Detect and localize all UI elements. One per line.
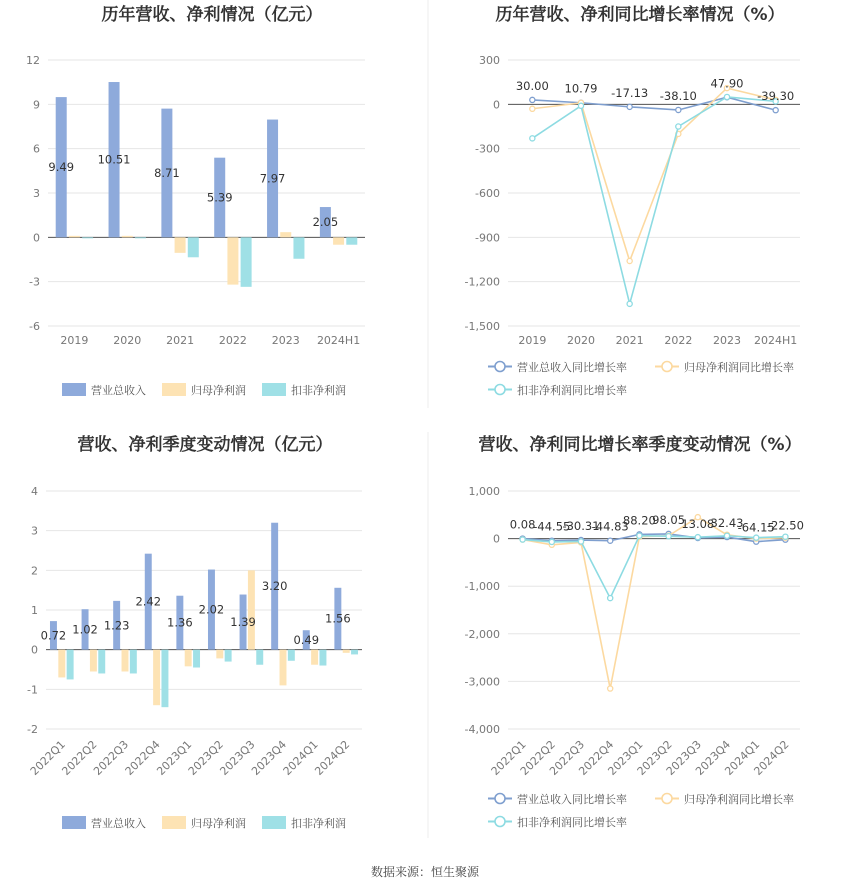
data-label: 2.02 bbox=[198, 602, 225, 617]
x-tick-label: 2022Q4 bbox=[576, 737, 617, 778]
y-tick-label: -2,000 bbox=[464, 627, 500, 641]
x-tick-label: 2024Q2 bbox=[751, 737, 792, 778]
series-point bbox=[549, 539, 554, 544]
x-tick-label: 2023 bbox=[271, 334, 300, 347]
y-tick-label: 1,000 bbox=[468, 485, 500, 498]
series-point bbox=[530, 136, 535, 141]
data-label: -17.13 bbox=[611, 85, 649, 100]
data-label: -44.55 bbox=[533, 519, 571, 534]
legend-label: 营业总收入 bbox=[91, 384, 146, 397]
data-label: 0.49 bbox=[293, 632, 320, 647]
series-point bbox=[724, 533, 729, 538]
x-tick-label: 2022Q4 bbox=[122, 737, 163, 778]
bar bbox=[185, 650, 192, 667]
legend-label: 归母净利润同比增长率 bbox=[684, 361, 794, 374]
y-tick-label: 0 bbox=[493, 98, 500, 112]
chart-title: 历年营收、净利情况（亿元） bbox=[101, 5, 323, 25]
bar bbox=[248, 570, 255, 649]
x-tick-label: 2022Q2 bbox=[517, 737, 558, 778]
x-tick-label: 2019 bbox=[518, 334, 547, 347]
x-tick-label: 2023Q4 bbox=[693, 737, 734, 778]
data-label: 13.08 bbox=[681, 516, 715, 531]
bar bbox=[69, 236, 80, 237]
y-tick-label: 6 bbox=[33, 142, 40, 156]
series-line bbox=[532, 97, 775, 304]
y-tick-label: -3,000 bbox=[464, 675, 500, 689]
bar bbox=[241, 237, 252, 287]
legend-marker bbox=[495, 794, 505, 804]
y-tick-label: 2 bbox=[31, 564, 38, 578]
x-tick-label: 2024Q1 bbox=[280, 737, 321, 778]
series-point bbox=[608, 596, 613, 601]
data-label: 98.05 bbox=[652, 512, 686, 527]
x-tick-label: 2020 bbox=[113, 334, 142, 347]
bar bbox=[98, 650, 105, 674]
y-tick-label: -3 bbox=[29, 275, 40, 289]
data-label: 1.23 bbox=[103, 618, 130, 633]
data-label: 10.79 bbox=[564, 81, 598, 96]
bar bbox=[311, 650, 318, 665]
legend-marker bbox=[662, 794, 672, 804]
series-point bbox=[666, 534, 671, 539]
legend-label: 营业总收入同比增长率 bbox=[517, 793, 627, 806]
data-label: 8.71 bbox=[154, 165, 180, 180]
x-tick-label: 2024Q2 bbox=[312, 737, 353, 778]
legend-label: 归母净利润同比增长率 bbox=[684, 793, 794, 806]
y-tick-label: 9 bbox=[33, 98, 40, 112]
series-point bbox=[783, 534, 788, 539]
series-point bbox=[627, 301, 632, 306]
x-tick-label: 2022 bbox=[218, 334, 247, 347]
bar bbox=[216, 650, 223, 659]
y-tick-label: 12 bbox=[26, 54, 40, 67]
series-point bbox=[695, 535, 700, 540]
data-label: 0.72 bbox=[40, 628, 67, 643]
x-tick-label: 2023Q1 bbox=[605, 737, 646, 778]
chart-title: 营收、净利同比增长率季度变动情况（%） bbox=[478, 435, 802, 455]
chart-3 bbox=[27, 434, 362, 830]
x-tick-label: 2023Q2 bbox=[634, 737, 675, 778]
data-label: 1.39 bbox=[230, 615, 256, 630]
bar bbox=[122, 650, 129, 672]
x-tick-label: 2022Q3 bbox=[91, 737, 132, 778]
data-label: 3.20 bbox=[261, 579, 288, 594]
bar bbox=[288, 650, 295, 661]
data-label: 32.43 bbox=[710, 516, 744, 531]
y-tick-label: 0 bbox=[493, 532, 500, 546]
series-line bbox=[523, 517, 786, 688]
bar bbox=[280, 650, 287, 686]
y-tick-label: 1 bbox=[31, 604, 38, 617]
y-tick-label: 3 bbox=[31, 524, 38, 538]
legend-swatch bbox=[162, 383, 186, 396]
x-tick-label: 2022Q3 bbox=[547, 737, 588, 778]
bar bbox=[82, 237, 93, 238]
series-point bbox=[637, 533, 642, 538]
x-tick-label: 2024H1 bbox=[316, 334, 361, 347]
x-tick-label: 2024Q1 bbox=[722, 737, 763, 778]
x-tick-label: 2022 bbox=[664, 334, 693, 347]
bar bbox=[58, 650, 65, 678]
bar bbox=[293, 237, 304, 258]
bar bbox=[188, 237, 199, 257]
legend-marker bbox=[662, 362, 672, 372]
x-tick-label: 2023Q2 bbox=[185, 737, 226, 778]
x-tick-label: 2022Q1 bbox=[488, 737, 529, 778]
bar bbox=[227, 237, 238, 284]
x-tick-label: 2019 bbox=[60, 334, 89, 347]
bar bbox=[161, 650, 168, 708]
bar bbox=[256, 650, 263, 665]
legend-marker bbox=[495, 817, 505, 827]
bar bbox=[130, 650, 137, 674]
bar bbox=[346, 237, 357, 244]
data-label: -30.31 bbox=[562, 519, 600, 534]
x-tick-label: 2021 bbox=[166, 334, 195, 347]
bar bbox=[193, 650, 200, 668]
chart-2 bbox=[465, 4, 800, 397]
bar bbox=[67, 650, 74, 680]
y-tick-label: -1,500 bbox=[464, 320, 500, 333]
legend-label: 归母净利润 bbox=[191, 817, 246, 830]
chart-1 bbox=[26, 4, 365, 397]
data-label: 30.00 bbox=[515, 78, 549, 93]
y-tick-label: -1,000 bbox=[464, 580, 500, 594]
series-point bbox=[773, 108, 778, 113]
y-tick-label: 0 bbox=[33, 231, 40, 245]
legend-label: 营业总收入同比增长率 bbox=[517, 361, 627, 374]
data-label: 0.08 bbox=[509, 517, 536, 532]
data-label: 1.02 bbox=[72, 622, 98, 637]
x-tick-label: 2023Q3 bbox=[217, 737, 258, 778]
data-label: 2.42 bbox=[135, 594, 162, 609]
series-point bbox=[676, 107, 681, 112]
data-label: 1.56 bbox=[325, 611, 351, 626]
series-point bbox=[578, 103, 583, 108]
legend-label: 扣非净利润 bbox=[291, 817, 346, 830]
legend-marker bbox=[495, 362, 505, 372]
x-tick-label: 2023Q3 bbox=[663, 737, 704, 778]
series-point bbox=[530, 97, 535, 102]
x-tick-label: 2022Q1 bbox=[27, 737, 68, 778]
data-label: 10.51 bbox=[97, 152, 131, 167]
x-tick-label: 2024H1 bbox=[754, 334, 798, 347]
bar bbox=[319, 650, 326, 666]
bar bbox=[153, 650, 160, 706]
y-tick-label: -900 bbox=[475, 231, 500, 245]
series-point bbox=[608, 538, 613, 543]
x-tick-label: 2023 bbox=[713, 334, 741, 347]
legend-swatch bbox=[262, 816, 286, 829]
x-tick-label: 2021 bbox=[615, 334, 644, 347]
legend-swatch bbox=[62, 816, 86, 829]
y-tick-label: 0 bbox=[31, 643, 38, 657]
x-tick-label: 2023Q4 bbox=[249, 737, 290, 778]
legend-swatch bbox=[162, 816, 186, 829]
y-tick-label: -1 bbox=[27, 683, 38, 697]
data-label: 1.36 bbox=[167, 615, 193, 630]
bar bbox=[333, 237, 344, 244]
legend-label: 归母净利润 bbox=[191, 384, 246, 397]
y-tick-label: -1,200 bbox=[464, 275, 500, 289]
bar bbox=[225, 650, 232, 662]
bar bbox=[90, 650, 97, 672]
legend-label: 扣非净利润同比增长率 bbox=[517, 384, 627, 397]
data-label: 7.97 bbox=[259, 171, 286, 186]
series-point bbox=[627, 258, 632, 263]
y-tick-label: -2 bbox=[27, 723, 38, 736]
bar bbox=[135, 237, 146, 238]
bar bbox=[351, 650, 358, 655]
series-point bbox=[724, 94, 729, 99]
legend-label: 扣非净利润同比增长率 bbox=[517, 816, 627, 829]
chart-title: 营收、净利季度变动情况（亿元） bbox=[77, 435, 333, 455]
y-tick-label: 3 bbox=[33, 187, 40, 200]
series-point bbox=[520, 537, 525, 542]
legend-label: 营业总收入 bbox=[91, 817, 146, 830]
chart-title: 历年营收、净利同比增长率情况（%） bbox=[495, 5, 785, 25]
legend-swatch bbox=[62, 383, 86, 396]
data-label: -38.10 bbox=[659, 88, 697, 103]
legend-marker bbox=[495, 385, 505, 395]
data-label: 2.05 bbox=[312, 215, 339, 230]
data-label: -64.15 bbox=[737, 520, 775, 535]
series-point bbox=[676, 124, 681, 129]
series-point bbox=[578, 539, 583, 544]
series-point bbox=[530, 106, 535, 111]
data-label: -44.83 bbox=[591, 519, 629, 534]
data-label: 5.39 bbox=[206, 190, 233, 205]
x-tick-label: 2020 bbox=[567, 334, 595, 347]
y-tick-label: -600 bbox=[475, 187, 500, 200]
legend-swatch bbox=[262, 383, 286, 396]
y-tick-label: -300 bbox=[475, 142, 500, 156]
bar bbox=[343, 650, 350, 653]
y-tick-label: 4 bbox=[31, 485, 38, 498]
source-note: 数据来源：恒生聚源 bbox=[370, 865, 480, 879]
chart-4 bbox=[465, 434, 804, 829]
x-tick-label: 2023Q1 bbox=[154, 737, 195, 778]
data-label: 88.20 bbox=[622, 513, 656, 528]
legend-label: 扣非净利润 bbox=[291, 384, 346, 397]
data-label: 47.90 bbox=[710, 76, 744, 91]
series-point bbox=[608, 686, 613, 691]
y-tick-label: -4,000 bbox=[464, 723, 500, 736]
bar bbox=[280, 232, 291, 237]
series-point bbox=[627, 104, 632, 109]
bar bbox=[175, 237, 186, 253]
x-tick-label: 2022Q2 bbox=[59, 737, 100, 778]
y-tick-label: 300 bbox=[479, 54, 500, 67]
series-line bbox=[523, 536, 786, 598]
data-label: -39.30 bbox=[757, 89, 795, 104]
y-tick-label: -6 bbox=[29, 320, 40, 333]
bar bbox=[122, 236, 133, 237]
series-point bbox=[754, 535, 759, 540]
data-label: -22.50 bbox=[766, 518, 804, 533]
data-label: 9.49 bbox=[48, 160, 75, 175]
